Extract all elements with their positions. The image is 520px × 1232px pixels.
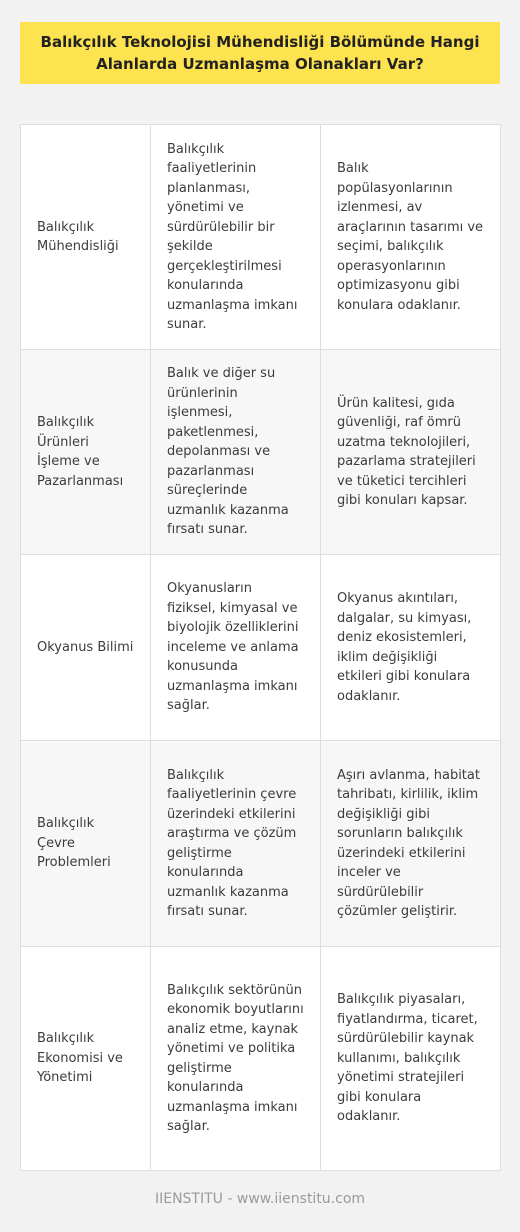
focus-cell: Balıkçılık piyasaları, fiyatlandırma, ticaret, sürdürülebilir kaynak kullanımı, balıkçılık yönetimi stratejileri gibi konulara odaklanır.: [321, 947, 501, 1171]
table-row: [21, 947, 501, 1171]
description-cell: Balıkçılık faaliyetlerinin çevre üzerindeki etkilerini araştırma ve çözüm geliştirme konularında uzmanlık kazanma fırsatı sunar.: [151, 741, 321, 947]
description-cell: Balık ve diğer su ürünlerinin işlenmesi, paketlenmesi, depolanması ve pazarlanması süreçlerinde uzmanlık kazanma fırsatı sunar.: [151, 350, 321, 555]
area-cell: Balıkçılık Ekonomisi ve Yönetimi: [21, 947, 151, 1171]
footer-credit: IIENSTITU - www.iienstitu.com: [154, 1191, 366, 1207]
focus-cell: Balık popülasyonlarının izlenmesi, av araçlarının tasarımı ve seçimi, balıkçılık operasyonlarının optimizasyonu gibi konulara odaklanır.: [321, 125, 501, 350]
table-row: [21, 555, 501, 741]
focus-cell: Ürün kalitesi, gıda güvenliği, raf ömrü uzatma teknolojileri, pazarlama stratejileri ve tüketici tercihleri gibi konuları kapsar.: [321, 350, 501, 555]
description-cell: Okyanusların fiziksel, kimyasal ve biyolojik özelliklerini inceleme ve anlama konusunda uzmanlaşma imkanı sağlar.: [151, 555, 321, 741]
focus-cell: Aşırı avlanma, habitat tahribatı, kirlilik, iklim değişikliği gibi sorunların balıkçılık üzerindeki etkilerini inceler ve sürdürülebilir çözümler geliştirir.: [321, 741, 501, 947]
area-cell: Balıkçılık Çevre Problemleri: [21, 741, 151, 947]
description-cell: Balıkçılık sektörünün ekonomik boyutlarını analiz etme, kaynak yönetimi ve politika geliştirme konularında uzmanlaşma imkanı sağlar.: [151, 947, 321, 1171]
area-cell: Okyanus Bilimi: [21, 555, 151, 741]
table-row: [21, 741, 501, 947]
area-cell: Balıkçılık Ürünleri İşleme ve Pazarlanması: [21, 350, 151, 555]
area-cell: Balıkçılık Mühendisliği: [21, 125, 151, 350]
title-banner: [20, 22, 500, 84]
table-row: [21, 350, 501, 555]
specialization-table: [20, 124, 501, 1171]
page-title: Balıkçılık Teknolojisi Mühendisliği Bölümünde Hangi Alanlarda Uzmanlaşma Olanakları Var?: [40, 33, 480, 73]
focus-cell: Okyanus akıntıları, dalgalar, su kimyası, deniz ekosistemleri, iklim değişikliği etkileri gibi konulara odaklanır.: [321, 555, 501, 741]
description-cell: Balıkçılık faaliyetlerinin planlanması, yönetimi ve sürdürülebilir bir şekilde gerçekleştirilmesi konularında uzmanlaşma imkanı sunar.: [151, 125, 321, 350]
table-row: [21, 125, 501, 350]
